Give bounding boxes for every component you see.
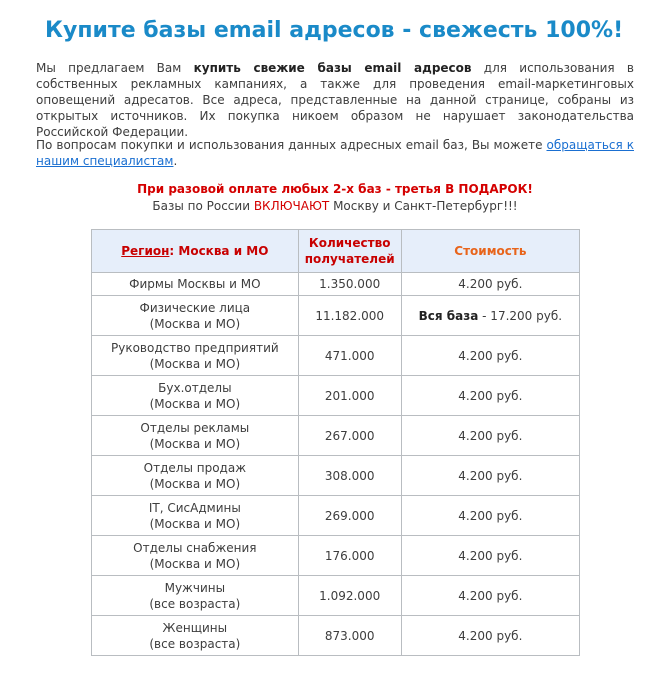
count-cell: 201.000 — [298, 376, 401, 416]
segment-cell — [92, 336, 299, 376]
segment-region: (Москва и МО) — [149, 436, 241, 451]
intro-bold-phrase: купить свежие базы email адресов — [193, 61, 472, 75]
segment-cell — [92, 376, 299, 416]
header-region-value: : Москва и МО — [169, 244, 269, 258]
segment-region: (Москва и МО) — [149, 316, 241, 331]
segment-cell — [92, 296, 299, 336]
segment-name: Отделы продаж — [143, 460, 247, 475]
count-cell: 308.000 — [298, 456, 401, 496]
price-table — [91, 229, 580, 656]
count-cell: 11.182.000 — [298, 296, 401, 336]
table-row — [92, 456, 580, 496]
count-cell: 1.350.000 — [298, 273, 401, 296]
table-header-row — [92, 230, 580, 273]
intro-text-end: для использования в собственных рекламных кампаниях, а также для проведения email-маркетинговых оповещений адресатов. Все адреса, представленные на данной странице, собраны из открытых источников. Их покупка никоем образом не нарушает законодательства Российской Федерации. — [36, 61, 634, 139]
segment-name: Отделы рекламы — [140, 420, 250, 435]
segment-region: (Москва и МО) — [149, 396, 241, 411]
promo-regions-text-end: Москву и Санкт-Петербург!!! — [329, 199, 518, 213]
header-region — [92, 230, 299, 273]
table-row — [92, 616, 580, 656]
count-cell: 267.000 — [298, 416, 401, 456]
contact-paragraph — [36, 137, 634, 169]
contact-specialists-link[interactable]: обращаться к нашим специалистам — [36, 138, 634, 168]
price-cell: 4.200 руб. — [401, 496, 579, 536]
segment-cell — [92, 536, 299, 576]
intro-paragraph — [36, 60, 634, 140]
intro-text-start: Мы предлагаем Вам — [36, 61, 194, 75]
segment-region: (Москва и МО) — [149, 356, 241, 371]
price-cell: 4.200 руб. — [401, 376, 579, 416]
header-region-label: Регион — [121, 244, 170, 258]
segment-region: (Москва и МО) — [149, 556, 241, 571]
segment-region: (Москва и МО) — [149, 476, 241, 491]
price-cell: 4.200 руб. — [401, 336, 579, 376]
price-cell: 4.200 руб. — [401, 416, 579, 456]
count-cell: 873.000 — [298, 616, 401, 656]
header-price: Стоимость — [401, 230, 579, 273]
segment-name: Физические лица — [139, 300, 251, 315]
promo-block — [36, 181, 634, 215]
segment-region: (все возраста) — [149, 636, 241, 651]
segment-cell — [92, 616, 299, 656]
segment-cell — [92, 416, 299, 456]
segment-cell — [92, 576, 299, 616]
table-row — [92, 296, 580, 336]
table-row — [92, 496, 580, 536]
promo-includes-highlight: ВКЛЮЧАЮТ — [253, 199, 330, 213]
table-row — [92, 336, 580, 376]
price-cell — [401, 296, 579, 336]
table-row — [92, 416, 580, 456]
header-count-line1: Количество — [308, 236, 391, 250]
page-title: Купите базы email адресов - свежесть 100%! — [45, 18, 624, 43]
full-base-price: - 17.200 руб. — [478, 308, 563, 323]
header-count — [298, 230, 401, 273]
table-row — [92, 376, 580, 416]
segment-cell — [92, 456, 299, 496]
segment-name: IT, СисАдмины — [148, 500, 241, 515]
contact-text: По вопросам покупки и использования данных адресных email баз, Вы можете — [36, 138, 547, 152]
segment-name: Бух.отделы — [158, 380, 232, 395]
segment-name: Отделы снабжения — [133, 540, 257, 555]
contact-text-end: . — [173, 154, 178, 168]
count-cell: 269.000 — [298, 496, 401, 536]
segment-name: Мужчины — [164, 580, 226, 595]
table-row — [92, 273, 580, 296]
table-row — [92, 576, 580, 616]
full-base-label: Вся база — [418, 308, 479, 323]
price-cell: 4.200 руб. — [401, 456, 579, 496]
promo-regions-note — [36, 198, 634, 215]
count-cell: 1.092.000 — [298, 576, 401, 616]
segment-cell: Фирмы Москвы и МО — [92, 273, 299, 296]
promo-gift-offer: При разовой оплате любых 2-х баз - третья В ПОДАРОК! — [137, 182, 533, 196]
segment-name: Женщины — [162, 620, 228, 635]
promo-regions-text: Базы по России — [152, 199, 254, 213]
price-cell: 4.200 руб. — [401, 576, 579, 616]
segment-region: (Москва и МО) — [149, 516, 241, 531]
price-cell: 4.200 руб. — [401, 616, 579, 656]
table-row — [92, 536, 580, 576]
segment-name: Руководство предприятий — [111, 340, 279, 355]
count-cell: 471.000 — [298, 336, 401, 376]
price-cell: 4.200 руб. — [401, 536, 579, 576]
count-cell: 176.000 — [298, 536, 401, 576]
header-count-line2: получателей — [304, 252, 395, 266]
segment-region: (все возраста) — [149, 596, 241, 611]
segment-cell — [92, 496, 299, 536]
price-cell: 4.200 руб. — [401, 273, 579, 296]
